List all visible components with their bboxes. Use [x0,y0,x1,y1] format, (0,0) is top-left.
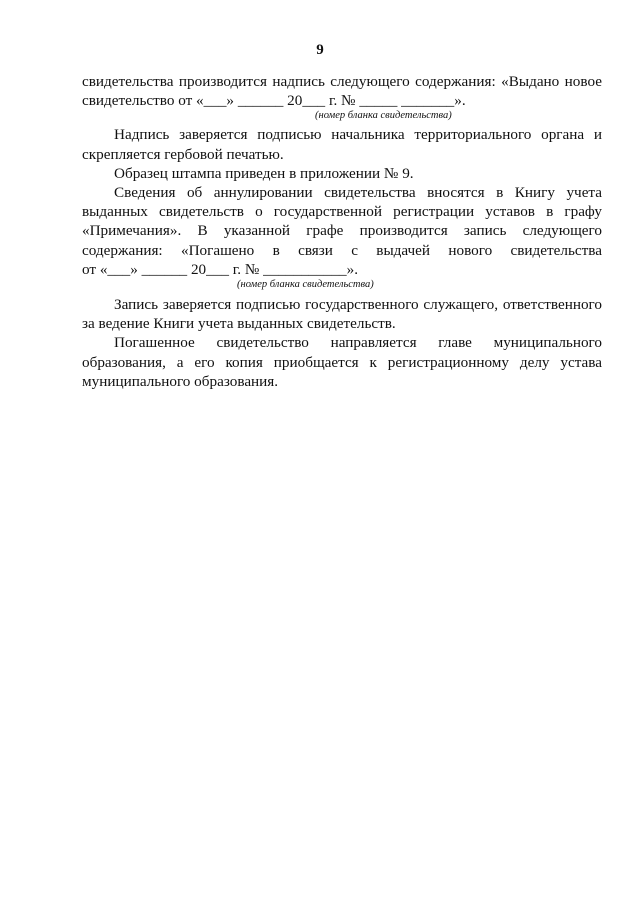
text-line: Запись заверяется подписью государственного служащего, ответственного [114,296,602,314]
text-line: Сведения об аннулировании свидетельства вносятся в Книгу учета [114,184,602,202]
page-number: 9 [316,42,324,58]
text-line: выданных свидетельств о государственной регистрации уставов в графу [82,203,602,221]
paragraph [82,183,602,291]
text-line: муниципального образования. [82,372,279,390]
document-body [82,72,602,391]
text-line: образования, а его копия приобщается к регистрационному делу устава [82,353,602,371]
text-line: за ведение Книги учета выданных свидетельств. [82,315,396,333]
text-line: «Примечания». В указанной графе производится запись следующего [82,222,602,240]
text-line: содержания: «Погашено в связи с выдачей нового свидетельства [82,241,602,259]
text-line: Погашенное свидетельство направляется главе муниципального [114,334,602,352]
footnote-label: (номер бланка свидетельства) [237,279,374,291]
text-line: Образец штампа приведен в приложении № 9. [114,164,414,182]
footnote-label: (номер бланка свидетельства) [315,110,452,122]
text-line: от «___» ______ 20___ г. № ___________». [82,260,359,278]
paragraph [82,72,602,122]
paragraph [82,333,602,391]
paragraph [82,164,602,183]
text-line: скрепляется гербовой печатью. [82,145,284,163]
text-line: свидетельства производится надпись следующего содержания: «Выдано новое [82,73,602,90]
text-line: Надпись заверяется подписью начальника территориального органа и [114,126,602,144]
paragraph [82,295,602,333]
text-line: свидетельство от «___» ______ 20___ г. № _____ _______». [82,92,466,110]
paragraph [82,125,602,163]
